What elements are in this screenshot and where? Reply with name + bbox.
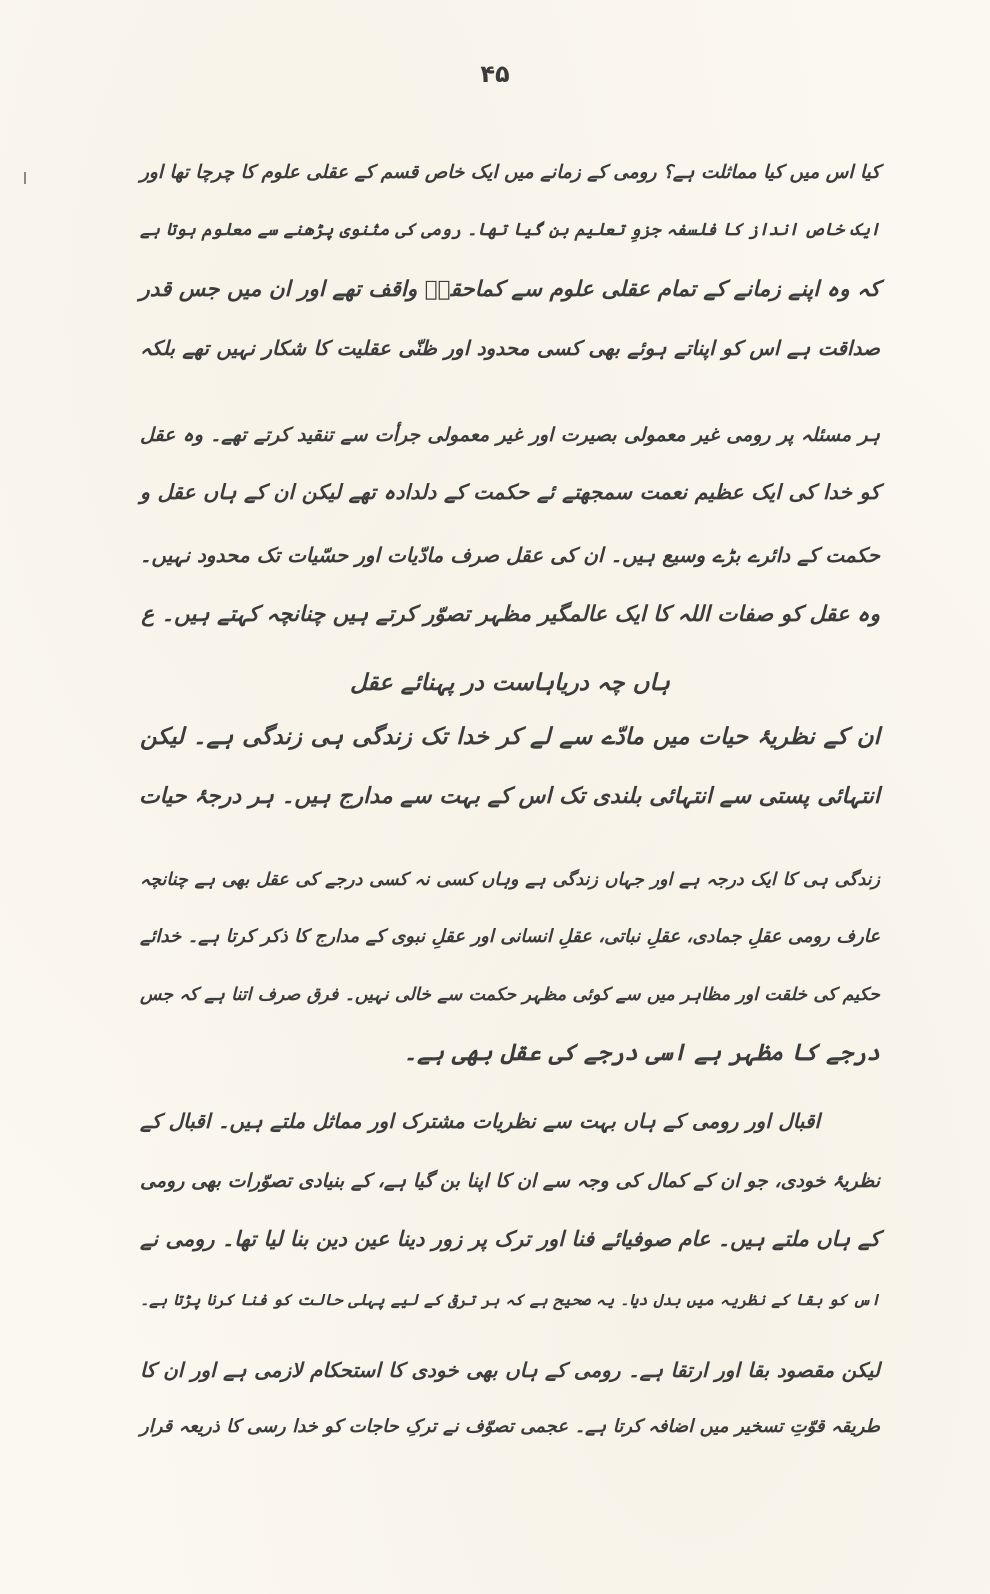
text-line: نظریۂ خودی، جو ان کے کمال کی وجہ سے ان کا اپنا بن گیا ہے، کے بنیادی تصوّرات بھی رومی <box>140 1170 880 1192</box>
page-number: ۴۵ <box>480 60 510 88</box>
margin-mark <box>24 172 26 184</box>
text-line: کو خدا کی ایک عظیم نعمت سمجھتے ئے حکمت کے دلدادہ تھے لیکن ان کے ہاں عقل و <box>140 480 880 504</box>
text-line: عارف رومی عقلِ جمادی، عقلِ نباتی، عقلِ انسانی اور عقلِ نبوی کے مدارج کا ذکر کرتا ہے۔ خدائے <box>140 926 880 947</box>
text-line: کے ہاں ملتے ہیں۔ عام صوفیائے فنا اور ترک پر زور دینا عین دین بنا لیا تھا۔ رومی نے <box>140 1227 880 1251</box>
text-line: صداقت ہے اس کو اپناتے ہوئے بھی کسی محدود اور ظنّی عقلیت کا شکار نہیں تھے بلکہ <box>140 336 880 360</box>
text-line: ان کے نظریۂ حیات میں مادّے سے لے کر خدا تک زندگی ہی زندگی ہے۔ لیکن <box>140 724 880 750</box>
text-line: اقبال اور رومی کے ہاں بہت سے نظریات مشترک اور مماثل ملتے ہیں۔ اقبال کے <box>140 1109 820 1133</box>
text-line: کہ وہ اپنے زمانے کے تمام عقلی علوم سے کماحقہٗ واقف تھے اور ان میں جس قدر <box>139 277 880 302</box>
text-line: درجے کا مظہر ہے اسی درجے کی عقل بھی ہے۔ <box>403 1040 880 1066</box>
text-line: حکمت کے دائرے بڑے وسیع ہیں۔ ان کی عقل صرف مادّیات اور حسّیات تک محدود نہیں۔ <box>139 543 880 567</box>
text-line: حکیم کی خلقت اور مظاہر میں سے کوئی مظہر حکمت سے خالی نہیں۔ فرق صرف اتنا ہے کہ جس <box>140 985 880 1005</box>
text-line: وہ عقل کو صفات اللہ کا ایک عالمگیر مظہر تصوّر کرتے ہیں چنانچہ کہتے ہیں۔ ع <box>141 602 880 627</box>
text-line: ہر مسئلہ پر رومی غیر معمولی بصیرت اور غیر معمولی جرأت سے تنقید کرتے تھے۔ وہ عقل <box>140 424 880 446</box>
text-line: انتہائی پستی سے انتہائی بلندی تک اس کے بہت سے مدارج ہیں۔ ہر درجۂ حیات <box>138 784 880 809</box>
text-line: ایک خاص انداز کا فلسفہ جزوِ تعلیم بن گیا تھا۔ رومی کی مثنوی پڑھنے سے معلوم ہوتا ہے <box>140 220 880 240</box>
text-line: طریقہ قوّتِ تسخیر میں اضافہ کرتا ہے۔ عجمی تصوّف نے ترکِ حاجات کو خدا رسی کا ذریعہ قرار <box>140 1416 880 1437</box>
text-line: لیکن مقصود بقا اور ارتقا ہے۔ رومی کے ہاں بھی خودی کا استحکام لازمی ہے اور ان کا <box>140 1358 880 1382</box>
text-line: کیا اس میں کیا مماثلت ہے؟ رومی کے زمانے میں ایک خاص قسم کے عقلی علوم کا چرچا تھا اور <box>140 162 880 183</box>
text-line: زندگی ہی کا ایک درجہ ہے اور جہاں زندگی ہے وہاں کسی نہ کسی درجے کی عقل بھی ہے چنانچہ <box>140 870 880 890</box>
text-line: اس کو بقا کے نظریہ میں بدل دیا۔ یہ صحیح ہے کہ ہر ترقی کے لیے پہلی حالت کو فنا کرنا پڑتا ہے۔ <box>140 1291 880 1309</box>
verse-line: ہاں چہ دریاہاست در پہنائے عقل <box>349 670 671 696</box>
